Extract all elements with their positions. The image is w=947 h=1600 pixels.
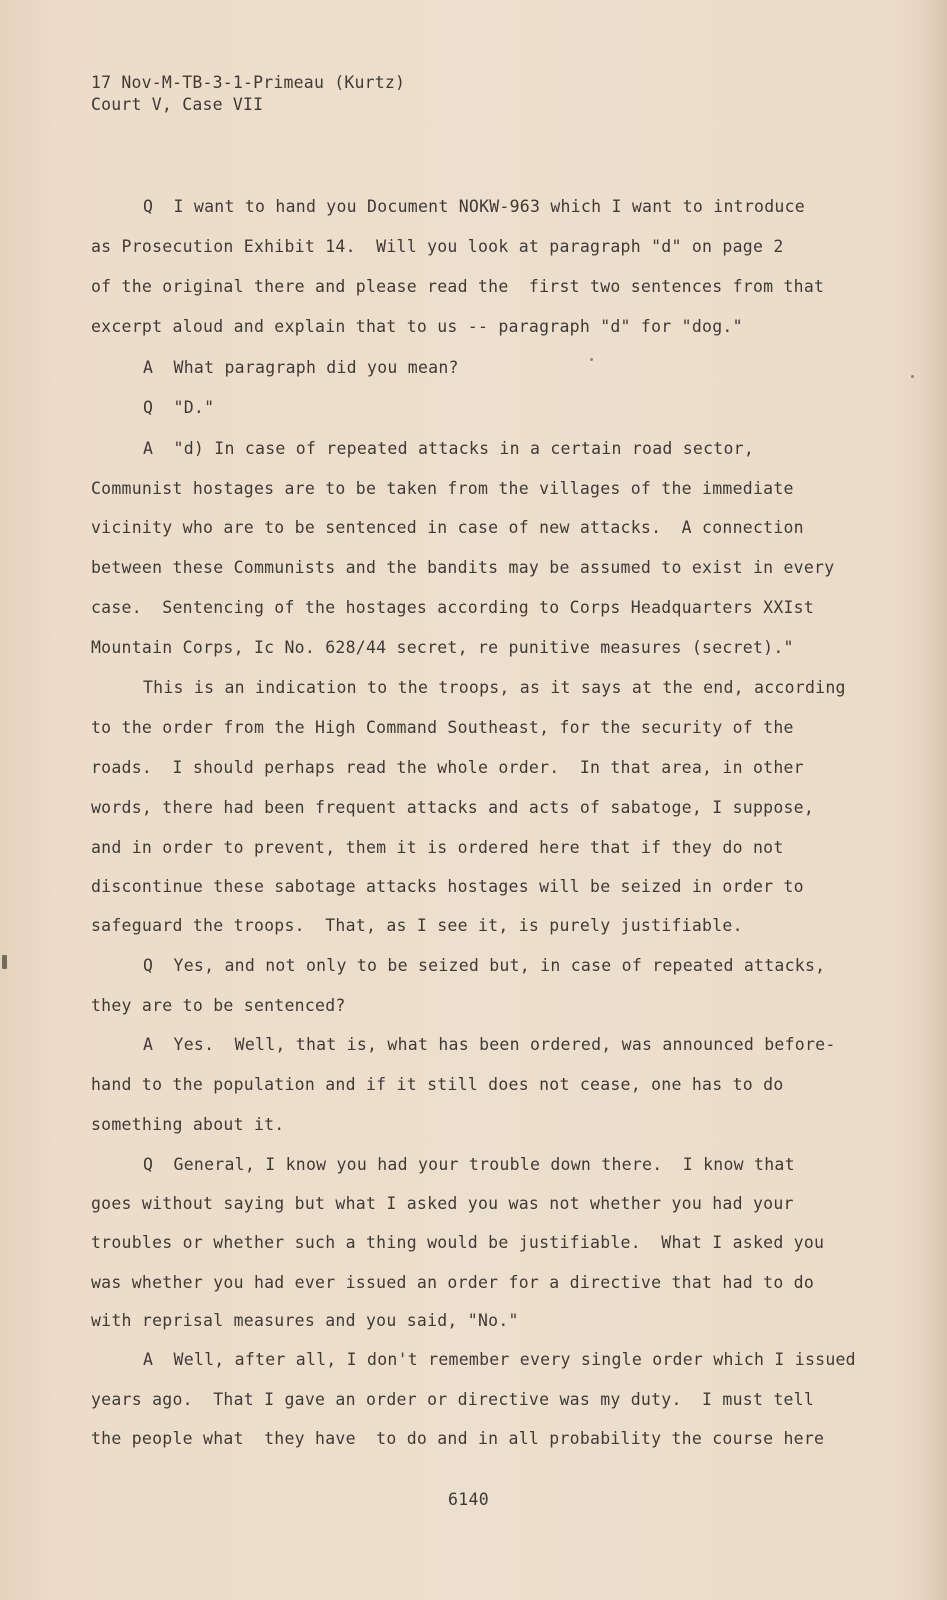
text-line: was whether you had ever issued an order for a directive that had to do bbox=[91, 1273, 815, 1292]
text-line: Q I want to hand you Document NOKW-963 which I want to introduce bbox=[143, 197, 805, 216]
text-line: as Prosecution Exhibit 14. Will you look at paragraph "d" on page 2 bbox=[91, 237, 784, 256]
text-line: Q General, I know you had your trouble down there. I know that bbox=[143, 1155, 795, 1174]
text-line: roads. I should perhaps read the whole order. In that area, in other bbox=[91, 758, 804, 777]
text-line: with reprisal measures and you said, "No." bbox=[91, 1311, 519, 1330]
ink-speck bbox=[911, 375, 914, 378]
text-line: A Well, after all, I don't remember every single order which I issued bbox=[143, 1350, 856, 1369]
header-reference: 17 Nov-M-TB-3-1-Primeau (Kurtz) bbox=[91, 73, 406, 92]
text-line: they are to be sentenced? bbox=[91, 996, 346, 1015]
text-line: something about it. bbox=[91, 1115, 285, 1134]
text-line: A Yes. Well, that is, what has been ordered, was announced before- bbox=[143, 1035, 836, 1054]
text-line: Q Yes, and not only to be seized but, in case of repeated attacks, bbox=[143, 956, 826, 975]
header-court-case: Court V, Case VII bbox=[91, 95, 264, 114]
text-line: Mountain Corps, Ic No. 628/44 secret, re punitive measures (secret)." bbox=[91, 638, 794, 657]
page-number: 6140 bbox=[448, 1490, 489, 1509]
text-line: Communist hostages are to be taken from the villages of the immediate bbox=[91, 479, 794, 498]
text-line: This is an indication to the troops, as it says at the end, according bbox=[143, 678, 846, 697]
text-line: hand to the population and if it still does not cease, one has to do bbox=[91, 1075, 784, 1094]
text-line: goes without saying but what I asked you was not whether you had your bbox=[91, 1194, 794, 1213]
page-edge-shadow bbox=[925, 0, 947, 1600]
text-line: discontinue these sabotage attacks hostages will be seized in order to bbox=[91, 877, 804, 896]
ink-speck bbox=[590, 358, 593, 361]
binding-mark bbox=[2, 955, 7, 969]
text-line: the people what they have to do and in all probability the course here bbox=[91, 1429, 825, 1448]
text-line: to the order from the High Command Southeast, for the security of the bbox=[91, 718, 794, 737]
document-header bbox=[91, 72, 405, 116]
text-line: case. Sentencing of the hostages according to Corps Headquarters XXIst bbox=[91, 598, 815, 617]
text-line: safeguard the troops. That, as I see it, is purely justifiable. bbox=[91, 916, 743, 935]
text-line: Q "D." bbox=[143, 398, 215, 417]
text-line: A What paragraph did you mean? bbox=[143, 358, 459, 377]
text-line: of the original there and please read the first two sentences from that bbox=[91, 277, 825, 296]
text-line: excerpt aloud and explain that to us -- paragraph "d" for "dog." bbox=[91, 317, 743, 336]
text-line: A "d) In case of repeated attacks in a certain road sector, bbox=[143, 439, 755, 458]
text-line: troubles or whether such a thing would be justifiable. What I asked you bbox=[91, 1233, 825, 1252]
text-line: words, there had been frequent attacks and acts of sabatoge, I suppose, bbox=[91, 798, 815, 817]
text-line: years ago. That I gave an order or directive was my duty. I must tell bbox=[91, 1390, 815, 1409]
text-line: and in order to prevent, them it is ordered here that if they do not bbox=[91, 838, 784, 857]
text-line: between these Communists and the bandits may be assumed to exist in every bbox=[91, 558, 835, 577]
text-line: vicinity who are to be sentenced in case of new attacks. A connection bbox=[91, 518, 804, 537]
